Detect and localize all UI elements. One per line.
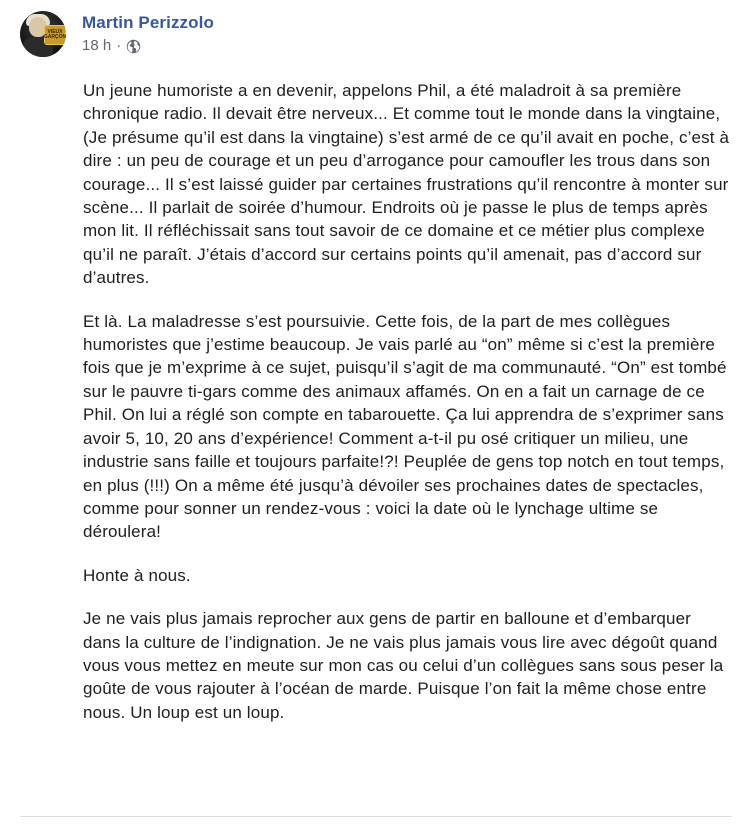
post-paragraph-1: Un jeune humoriste a en devenir, appelons Phil, a été maladroit à sa première chronique radio. Il devait être nerveux... Et comme tout le monde dans la vingtaine, (Je présume qu’il est dans la vingtaine) s’est armé de ce qu’il avait en poche, c’est à dire : un peu de courage et un peu d’arrogance pour camoufler les trous dans son courage... Il s’est laissé guider par certaines frustrations qu’il rencontre à monter sur scène... Il parlait de soirée d’humour. Endroits où je passe le plus de temps après mon lit. Il réfléchissait sans tout savoir de ce domaine et ce métier plus complexe qu’il ne paraît. J’étais d’accord sur certains points qu’il amenait, pas d’accord sur d’autres. [83, 81, 730, 288]
post-meta [82, 11, 214, 55]
globe-icon[interactable] [126, 39, 141, 54]
post-paragraph-3: Honte à nous. [83, 565, 191, 585]
post-divider [20, 816, 732, 817]
post-paragraph-4: Je ne vais plus jamais reprocher aux gens de partir en balloune et d’embarquer dans la culture de l’indignation. Je ne vais plus jamais vous lire avec dégoût quand vous vous mettez en meute sur mon cas ou celui d’un collègues sans sous peser la goûte de vous rajouter à l’océan de marde. Puisque l’on fait la même chose entre nous. Un loup est un loup. [83, 609, 724, 722]
meta-separator: · [116, 37, 122, 54]
post-header [20, 11, 214, 61]
post-body [83, 79, 733, 744]
avatar-badge: VIEUX GARÇON [44, 25, 66, 45]
post-subline [82, 37, 214, 55]
post-paragraph-2: Et là. La maladresse s’est poursuivie. Cette fois, de la part de mes collègues humoristes que j’estime beaucoup. Je vais parlé au “on” même si c’est la première fois que je m’exprime à ce sujet, puisqu’il s’agit de ma communauté. “On” est tombé sur le pauvre ti-gars comme des animaux affamés. On en a fait un carnage de ce Phil. On lui a réglé son compte en tabarouette. Ça lui apprendra de s’exprimer sans avoir 5, 10, 20 ans d’expérience! Comment a-t-il pu osé critiquer un milieu, une industrie sans faille et toujours parfaite!?! Peuplée de gens top notch en tout temps, en plus (!!!) On a même été jusqu’à dévoiler ses prochaines dates de spectacles, comme pour sonner un rendez-vous : voici la date où le lynchage ultime se déroulera! [83, 311, 727, 542]
post-timestamp[interactable]: 18 h [82, 37, 112, 54]
author-name-link[interactable]: Martin Perizzolo [82, 13, 214, 32]
avatar[interactable] [20, 11, 66, 57]
